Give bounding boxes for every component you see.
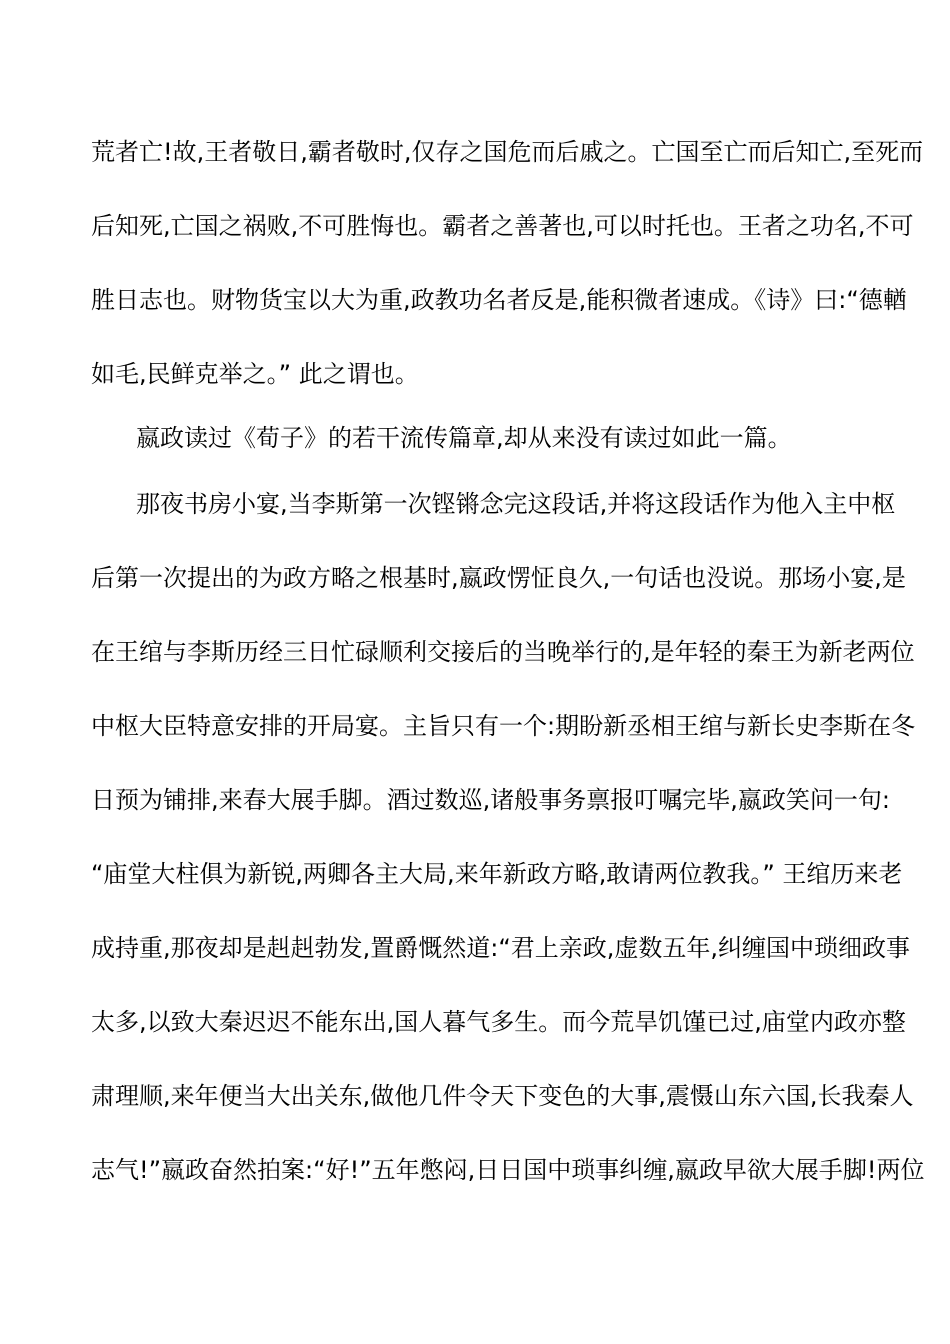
text-line: 成持重,那夜却是赳赳勃发,置爵慨然道:“君上亲政,虚数五年,纠缠国中琐细政事	[91, 934, 911, 962]
text-line: 后第一次提出的为政方略之根基时,嬴政愣怔良久,一句话也没说。那场小宴,是	[91, 564, 906, 592]
text-line: 如毛,民鲜克举之。” 此之谓也。	[91, 360, 419, 388]
text-line: “庙堂大柱俱为新锐,两卿各主大局,来年新政方略,敢请两位教我。” 王绾历来老	[91, 860, 903, 888]
text-line: 太多,以致大秦迟迟不能东出,国人暮气多生。而今荒旱饥馑已过,庙堂内政亦整	[91, 1008, 906, 1036]
paragraph-start-line: 那夜书房小宴,当李斯第一次铿锵念完这段话,并将这段话作为他入主中枢	[136, 490, 896, 518]
text-line: 后知死,亡国之祸败,不可胜悔也。霸者之善著也,可以时托也。王者之功名,不可	[91, 212, 914, 240]
text-line: 胜日志也。财物货宝以大为重,政教功名者反是,能积微者速成。《诗》曰:“德輶	[91, 286, 907, 314]
text-line: 中枢大臣特意安排的开局宴。主旨只有一个:期盼新丞相王绾与新长史李斯在冬	[91, 712, 916, 740]
text-line: 日预为铺排,来春大展手脚。酒过数巡,诸般事务禀报叮嘱完毕,嬴政笑问一句:	[91, 786, 890, 814]
text-line: 肃理顺,来年便当大出关东,做他几件令天下变色的大事,震慑山东六国,长我秦人	[91, 1082, 914, 1110]
text-line: 志气!”嬴政奋然拍案:“好!”五年憋闷,日日国中琐事纠缠,嬴政早欲大展手脚!两位	[91, 1156, 925, 1184]
paragraph-start-line: 嬴政读过《荀子》的若干流传篇章,却从来没有读过如此一篇。	[136, 424, 792, 452]
text-line: 荒者亡!故,王者敬日,霸者敬时,仅存之国危而后戚之。亡国至亡而后知亡,至死而	[91, 138, 924, 166]
text-line: 在王绾与李斯历经三日忙碌顺利交接后的当晚举行的,是年轻的秦王为新老两位	[91, 638, 915, 666]
